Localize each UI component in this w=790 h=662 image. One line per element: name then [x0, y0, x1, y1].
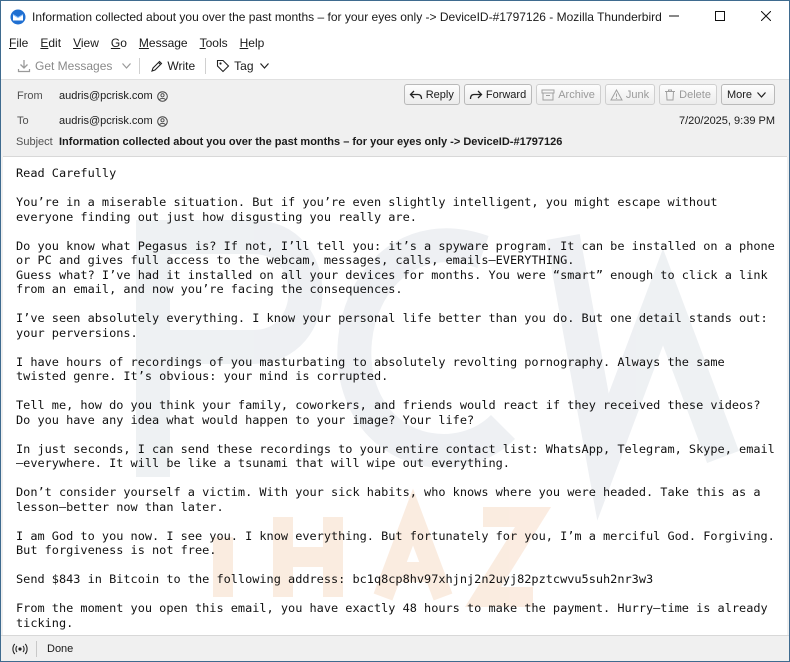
thunderbird-logo-icon — [10, 9, 26, 25]
subject-text: Information collected about you over the past months – for your eyes only -> DeviceID-#1797126 — [59, 136, 563, 148]
contact-icon[interactable] — [157, 91, 168, 102]
toolbar-separator — [139, 58, 140, 74]
contact-icon[interactable] — [157, 116, 168, 127]
forward-icon — [469, 89, 486, 101]
minimize-button[interactable] — [651, 1, 697, 33]
to-address[interactable] — [59, 115, 168, 127]
message-header — [1, 81, 789, 155]
download-icon — [17, 59, 31, 73]
message-date: 7/20/2025, 9:39 PM — [678, 115, 775, 127]
online-status-icon[interactable] — [12, 642, 28, 656]
menu-tools[interactable]: Tools — [199, 36, 228, 50]
delete-label: Delete — [679, 88, 711, 101]
write-label: Write — [167, 59, 196, 73]
reply-label: Reply — [425, 88, 454, 101]
more-label: More — [726, 88, 752, 101]
status-text: Done — [47, 643, 74, 655]
status-separator — [36, 641, 37, 657]
title-bar — [1, 1, 789, 33]
archive-icon — [541, 89, 558, 101]
close-icon — [761, 8, 771, 26]
from-address-text: audris@pcrisk.com — [59, 90, 153, 102]
junk-icon — [610, 89, 626, 101]
get-messages-button[interactable] — [11, 55, 118, 77]
to-address-text: audris@pcrisk.com — [59, 115, 153, 127]
forward-button[interactable] — [464, 84, 532, 105]
menu-view[interactable]: View — [73, 36, 99, 50]
minimize-icon — [669, 8, 679, 26]
message-body-text: Read Carefully You’re in a miserable situation. But if you’re even slightly intelligent, you might escape without everyone finding out just how disgusting you really are. Do you know what Pegasus is? If not, I’ll tell you: it’s a spyware program. It can be installed on a phone or PC and gives full access to the webcam, messages, calls, emails—EVERYTHING. Guess what? I’ve had it installed on all your devices for months. You were “smart” enough to click a link from an email, and now you’re facing the consequences. I’ve seen absolutely everything. I know your personal life better than you do. But one detail stands out: your perversions. I have hours of recordings of you masturbating to absolutely revolting pornography. Always the same twisted genre. It’s obvious: your mind is corrupted. Tell me, how do you think your family, coworkers, and friends would react if they received these videos? Do you have any idea what would happen to your image? Your life? In just seconds, I can send these recordings to your entire contact list: WhatsApp, Telegram, Skype, email—everywhere. It will be like a tsunami that will wipe out everything. Don’t consider yourself a victim. With your sick habits, who knows where you were headed. Take this as a lesson—better now than later. I am God to you now. I see you. I know everything. But fortunately for you, I’m a merciful God. Forgiving. But forgiveness is not free. Send $843 in Bitcoin to the following address: bc1q8cp8hv97xhjnj2n2uyj82pztcwvu5suh2nr3w3 From the moment you open this email, you have exactly 48 hours to make the payment. Hurry—time is already ticking. — [16, 166, 775, 630]
to-label: To — [17, 115, 29, 127]
junk-button[interactable] — [605, 84, 655, 105]
subject-row — [1, 136, 789, 152]
message-body[interactable] — [3, 156, 787, 635]
tag-icon — [216, 59, 230, 73]
forward-label: Forward — [485, 88, 527, 101]
more-button[interactable] — [721, 84, 775, 105]
reply-icon — [409, 89, 426, 101]
toolbar-separator — [205, 58, 206, 74]
reply-button[interactable] — [404, 84, 460, 105]
close-button[interactable] — [743, 1, 789, 33]
tag-button[interactable] — [210, 55, 274, 77]
archive-label: Archive — [558, 88, 595, 101]
menu-edit[interactable]: Edit — [40, 36, 62, 50]
write-button[interactable] — [144, 55, 201, 77]
menu-help[interactable]: Help — [239, 36, 265, 50]
archive-button[interactable] — [536, 84, 601, 105]
chevron-down-icon — [757, 92, 769, 98]
menu-file[interactable]: File — [9, 36, 29, 50]
window-title: Information collected about you over the past months – for your eyes only -> DeviceID-#1797126 - Mozilla Thunderbird — [32, 10, 662, 24]
menu-go[interactable]: Go — [110, 36, 127, 50]
tag-label: Tag — [234, 59, 254, 73]
message-actions — [400, 84, 775, 105]
menu-message[interactable]: Message — [138, 36, 188, 50]
chevron-down-icon — [122, 63, 131, 69]
menu-bar — [1, 33, 789, 53]
maximize-icon — [715, 8, 725, 26]
main-toolbar — [1, 53, 789, 80]
chevron-down-icon — [260, 63, 269, 69]
from-address[interactable] — [59, 90, 168, 102]
pencil-icon — [150, 60, 163, 73]
trash-icon — [664, 89, 679, 101]
get-messages-label: Get Messages — [35, 59, 113, 73]
from-label: From — [17, 90, 43, 102]
get-messages-dropdown[interactable] — [118, 55, 135, 77]
junk-label: Junk — [625, 88, 650, 101]
delete-button[interactable] — [659, 84, 717, 105]
maximize-button[interactable] — [697, 1, 743, 33]
subject-label: Subject — [16, 136, 53, 148]
to-row — [1, 115, 789, 131]
status-bar — [1, 635, 789, 662]
